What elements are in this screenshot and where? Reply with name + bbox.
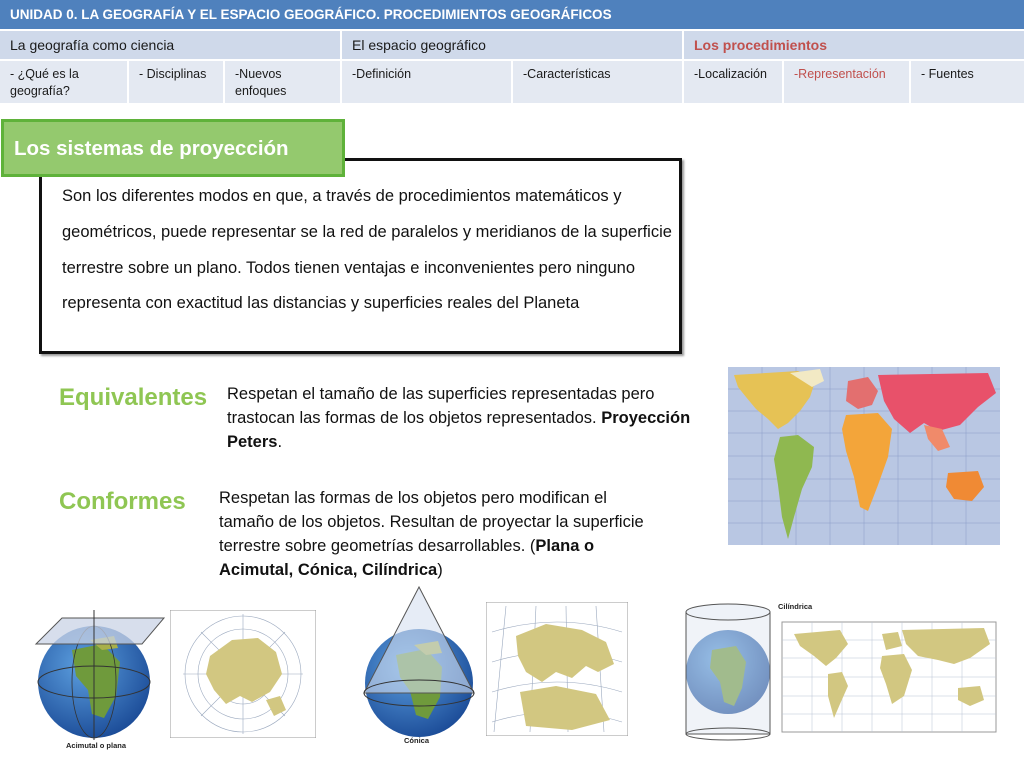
- caption-conica: Cónica: [404, 736, 430, 745]
- unit-title: UNIDAD 0. LA GEOGRAFÍA Y EL ESPACIO GEOGRÁFICO. PROCEDIMIENTOS GEOGRÁFICOS: [0, 0, 1024, 29]
- sub-definicion[interactable]: -Definición: [342, 61, 513, 105]
- section-procedimientos[interactable]: Los procedimientos: [684, 31, 1024, 61]
- definition-box: [39, 158, 682, 354]
- section-geografia-ciencia[interactable]: La geografía como ciencia: [0, 31, 342, 61]
- sub-disciplinas[interactable]: - Disciplinas: [129, 61, 225, 105]
- equivalentes-label: Equivalentes: [59, 384, 208, 411]
- conic-globe-illustration: [356, 585, 482, 747]
- section-heading: Los sistemas de proyección: [1, 119, 345, 177]
- sub-que-es-geografia[interactable]: - ¿Qué es la geografía?: [0, 61, 129, 105]
- conic-projection-map: [486, 602, 628, 736]
- cylindrical-projection-map: [778, 600, 1000, 734]
- conformes-bold: Plana o Acimutal, Cónica, Cilíndrica: [219, 537, 595, 579]
- equivalentes-end: .: [277, 433, 283, 451]
- cylindrical-globe-illustration: [680, 602, 776, 742]
- conformes-close: ): [437, 561, 443, 579]
- azimutal-globe-illustration: [32, 610, 170, 752]
- conformes-label: Conformes: [59, 488, 186, 515]
- azimutal-projection-map: [170, 610, 316, 738]
- equivalentes-text: Respetan el tamaño de las superficies representadas pero trastocan las formas de los objetos representados.: [227, 385, 655, 427]
- sub-localizacion[interactable]: -Localización: [684, 61, 784, 105]
- equivalentes-description: [227, 382, 697, 454]
- conformes-description: [219, 486, 659, 582]
- sub-representacion[interactable]: -Representación: [784, 61, 911, 105]
- caption-azimutal: Acimutal o plana: [66, 741, 127, 750]
- section-espacio-geografico[interactable]: El espacio geográfico: [342, 31, 684, 61]
- sub-nuevos-enfoques[interactable]: -Nuevos enfoques: [225, 61, 342, 105]
- conformes-open: (: [529, 537, 536, 555]
- definition-text: Son los diferentes modos en que, a través de procedimientos matemáticos y geométricos, puede representar se la red de paralelos y meridianos de la superficie terrestre sobre un plano. Todos tienen ventajas e inconvenientes pero ninguno representa con exactitud las distancias y superficies reales del Planeta: [62, 187, 672, 313]
- caption-cilindrica: Cilíndrica: [778, 602, 813, 611]
- sub-caracteristicas[interactable]: -Características: [513, 61, 684, 105]
- conformes-text: Respetan las formas de los objetos pero modifican el tamaño de los objetos. Resultan de proyectar la superficie terrestre sobre geometrías desarrollables.: [219, 489, 644, 555]
- sub-fuentes[interactable]: - Fuentes: [911, 61, 1024, 105]
- equivalentes-bold: Proyección Peters: [227, 409, 691, 451]
- peters-projection-map: [728, 367, 1000, 545]
